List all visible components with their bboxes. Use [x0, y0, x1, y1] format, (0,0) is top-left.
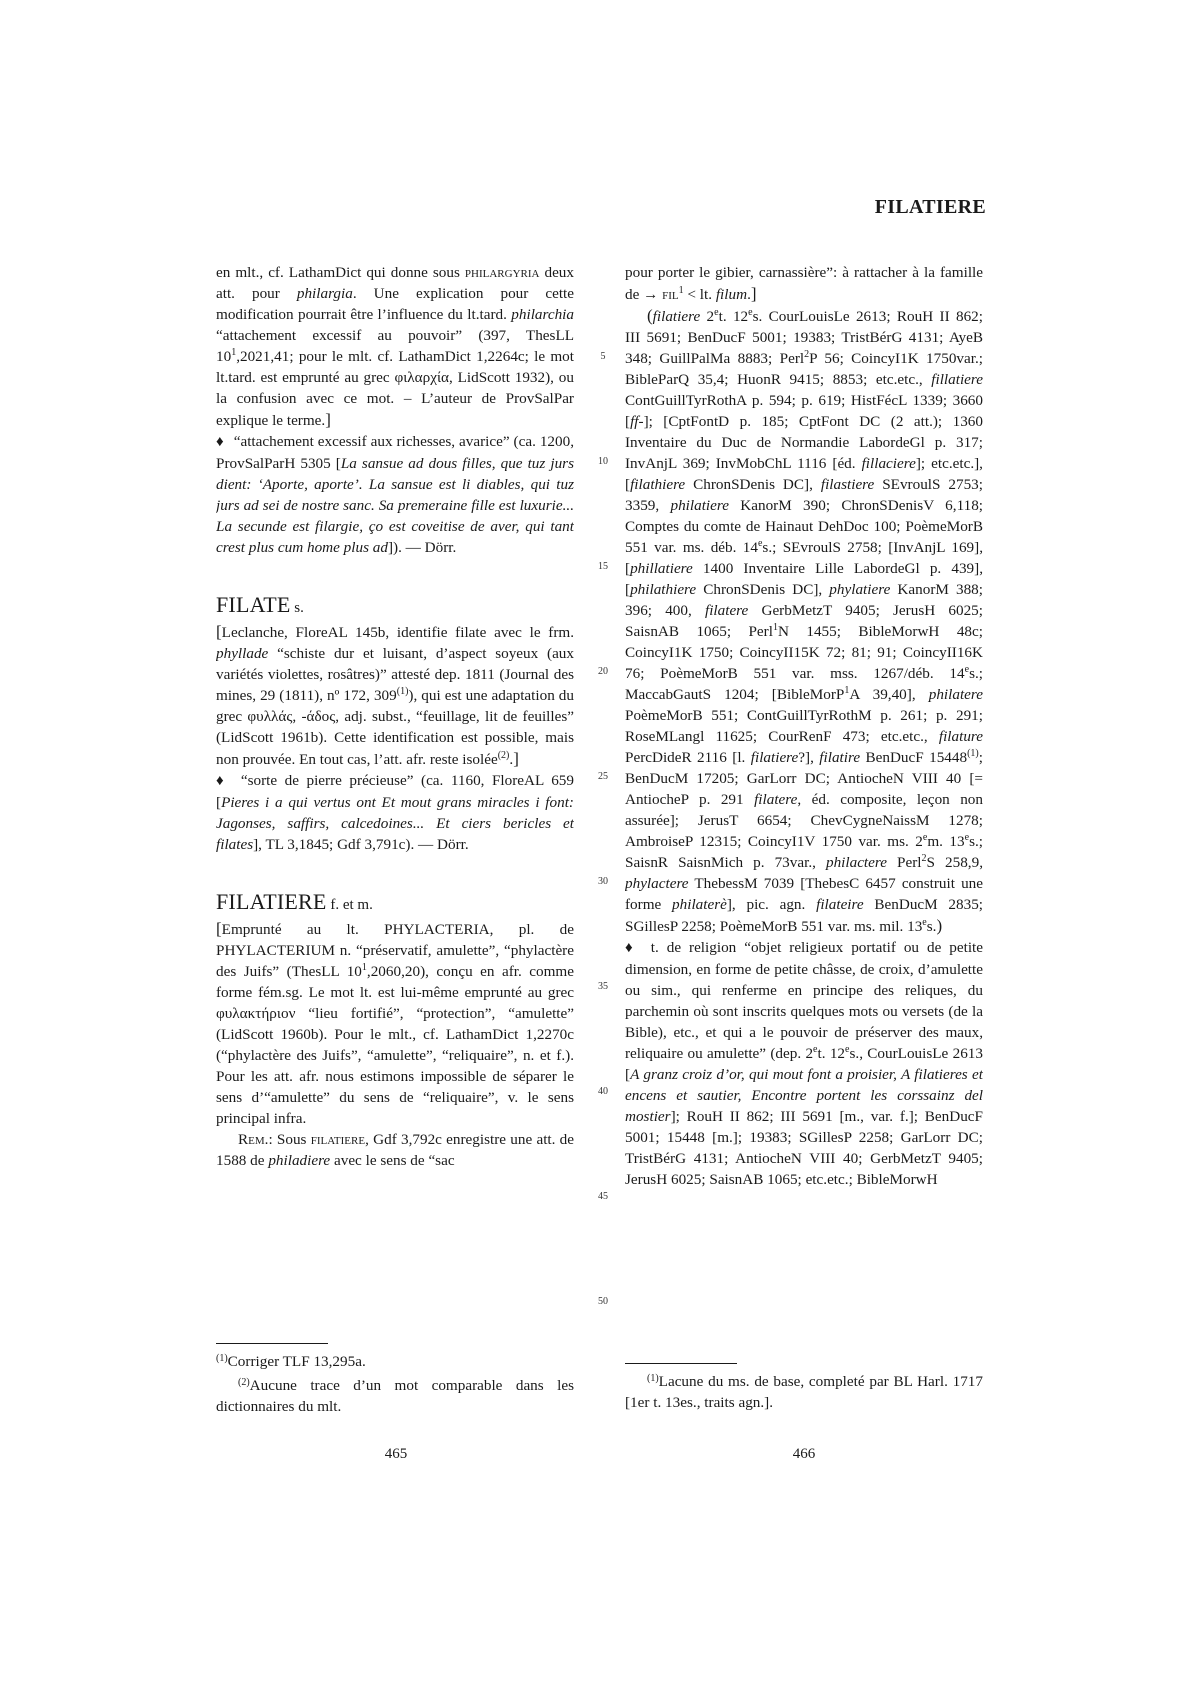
text-run: 1400 Inventaire Lille LabordeGl p. 439], [: [625, 560, 983, 598]
text-run: Emprunté au lt. PHYLACTERIA, pl. de PHYLACTERIUM n. “préservatif, amulette”, “phylactère des Juifs” (ThesLL 10: [216, 921, 574, 980]
superscript: e: [813, 1043, 818, 1055]
text-run: A 39,40],: [849, 686, 929, 703]
footnotes-left: [216, 1343, 574, 1417]
text-run: Leclanche, FloreAL 145b, identifie filate avec le frm.: [221, 624, 574, 641]
italic-run: phylatiere: [829, 581, 891, 598]
text-run: t. 12: [718, 308, 749, 325]
footnote-left-2: [216, 1372, 574, 1417]
rem-filatiere: [216, 1129, 574, 1171]
superscript: 2: [921, 852, 927, 864]
superscript: 2: [804, 348, 810, 360]
italic-run: filathiere: [630, 476, 686, 493]
footnote-text: Aucune trace d’un mot comparable dans les dictionnaires du mlt.: [216, 1377, 574, 1415]
text-run: “sorte de pierre précieuse” (ca. 1160, FloreAL 659 [: [216, 772, 574, 811]
bracket: ]: [325, 410, 331, 429]
text-run: .: [747, 286, 751, 303]
bracket: ]: [750, 284, 757, 303]
text-run: Perl: [886, 854, 922, 871]
text-run: “schiste dur et luisant, d’aspect soyeux (aux variétés violettes, rosâtres)” attesté dep. 1811 (Journal des mines, 29 (1811), nº 172, 309: [216, 645, 574, 704]
italic-run: philathiere: [630, 581, 697, 598]
text-run: “attachement excessif au pouvoir” (397, ThesLL 10: [216, 327, 574, 365]
line-number: 35: [598, 981, 608, 992]
text-run: GerbMetzT 9405; JerusH 6025; SaisnAB 1065; Perl: [625, 602, 983, 640]
footnote-mark: (1): [216, 1353, 228, 1364]
diamond-bullet-icon: ♦: [216, 434, 224, 450]
italic-run: philatiere: [670, 497, 729, 514]
superscript: e: [922, 831, 928, 843]
line-number: 15: [598, 561, 608, 572]
italic-run: phylactere: [625, 875, 689, 892]
footnote-text: Lacune du ms. de base, completé par BL Harl. 1717 [1er t. 13es., traits agn.].: [625, 1373, 983, 1411]
footnote-text: Corriger TLF 13,295a.: [227, 1353, 366, 1370]
smallcaps-run: fil: [662, 286, 679, 303]
diamond-bullet-icon: ♦: [216, 773, 228, 789]
footnote-mark: (1): [647, 1373, 659, 1384]
italic-run: phyllade: [216, 645, 269, 662]
superscript: (1): [396, 685, 409, 697]
text-run: KanorM 388; 396; 400,: [625, 581, 983, 619]
text-run: ], pic. agn.: [726, 896, 817, 913]
text-run: en mlt., cf. LathamDict qui donne sous: [216, 264, 465, 281]
sense-avarice: [216, 431, 574, 558]
diamond-bullet-icon: ♦: [625, 940, 637, 956]
text-run: ChronSDenis DC],: [685, 476, 821, 493]
text-run: pour porter le gibier, carnassière”: à rattacher à la famille de →: [625, 264, 983, 303]
smallcaps-run: philargyria: [464, 264, 540, 281]
text-run: s. CourLouisLe 2613; RouH II 862; III 5691; BenDucF 5001; 19383; TristBérG 4131; AyeB 348; GuillPalMa 8883; Perl: [625, 308, 983, 367]
italic-run: philaterè: [672, 896, 727, 913]
text-run: 2: [700, 308, 715, 325]
italic-run: filastiere: [820, 476, 875, 493]
folio-left: 465: [384, 1446, 408, 1462]
line-number: 20: [598, 666, 608, 677]
folio-right: 466: [792, 1446, 816, 1462]
right-column: [625, 262, 983, 1342]
bracket: [: [216, 622, 222, 641]
line-number: 30: [598, 876, 608, 887]
text-run: s.; SaisnR SaisnMich p. 73var.,: [625, 833, 983, 871]
text-run: SEvroulS 2753; 3359,: [625, 476, 983, 514]
italic-run: philactere: [825, 854, 887, 871]
text-run: s.; MaccabGautS 1204; [BibleMorP: [625, 665, 983, 703]
text-run: ContGuillTyrRothA p. 594; p. 619; HistFécL 1339; 3660 [: [625, 392, 983, 430]
footnotes-right: [625, 1363, 983, 1413]
text-run: deux att. pour: [216, 264, 574, 302]
text-run: m. 13: [927, 833, 965, 850]
left-column: [216, 262, 574, 1342]
text-run: ]; RouH II 862; III 5691 [m., var. f.]; BenDucF 5001; 15448 [m.]; 19383; SGillesP 2258; GarLorr DC; TristBérG 4131; AntiocheN VIII 40; GerbMetzT 9405; JerusH 6025; SaisnAB 1065; etc.etc.; BibleMorwH: [625, 1108, 983, 1188]
gram-filatiere: f. et m.: [326, 897, 373, 913]
intro-paragraph: [216, 262, 574, 431]
sense-avarice-text: [216, 433, 574, 556]
forms-paragraph: [625, 305, 983, 937]
italic-run: fillatiere: [931, 371, 983, 388]
text-run: KanorM 390; ChronSDenisV 6,118; Comptes du comte de Hainaut DehDoc 100; PoèmeMorB 551 var. ms. déb. 14: [625, 497, 983, 556]
headword-filate: FILATE: [216, 592, 291, 617]
smallcaps-run: filatiere: [310, 1131, 366, 1148]
superscript: e: [748, 306, 753, 318]
bracket: ): [936, 916, 943, 935]
entry-head-filate: [216, 594, 574, 619]
text-run: t. 12: [817, 1045, 846, 1062]
gram-filate: s.: [290, 600, 304, 616]
italic-run: filatere: [704, 602, 749, 619]
italic-run: fillaciere: [861, 455, 916, 472]
superscript: e: [922, 916, 927, 928]
italic-run: filateire: [816, 896, 864, 913]
italic-run: philargia: [296, 285, 353, 302]
text-run: ,2060,20), conçu en afr. comme forme fém.sg. Le mot lt. est lui-même emprunté au grec φυλακτήριον “lieu fortifié”, “protection”, “amulette” (LidScott 1960b). Pour le mlt., cf. LathamDict 1,2270c (“phylactère des Juifs”, “amulette”, “reliquaire”, n. et f.). Pour les att. afr. nous estimons impossible de séparer le sens d’“amulette” du sens de “reliquaire”, v. le sens principal infra.: [216, 963, 574, 1127]
text-run: : Sous: [268, 1131, 311, 1148]
italic-run: phillatiere: [630, 560, 693, 577]
text-run: , éd. composite, leçon non assurée]; JerusT 6654; ChevCygneNaissM 1278; AmbroiseP 12315; CoincyI1V 1750 var. ms. 2: [625, 791, 983, 850]
text-run: ]; etc.etc.], [: [625, 455, 983, 493]
line-number: 10: [598, 456, 608, 467]
italic-run: filature: [938, 728, 983, 745]
text-run: s., CourLouisLe 2613 [: [625, 1045, 983, 1083]
text-run: . Une explication pour cette modification pourrait être l’influence du lt.tard.: [216, 285, 574, 323]
superscript: e: [757, 537, 763, 549]
text-run: .: [509, 751, 514, 768]
continuation-paragraph: [625, 262, 983, 305]
italic-run: filum: [715, 286, 748, 303]
text-run: ?],: [798, 749, 820, 766]
text-run: ), qui est une adaptation du grec φυλλάς, -άδος, adj. subst., “feuillage, lit de feuilles” (LidScott 1961b). Cette identification est possible, mais non prouvée. En tout cas, l’att. afr. reste isolée: [216, 687, 574, 768]
italic-run: A granz croiz d’or, qui mout font a proisier, A filatieres et encens et sautier, Encontre portent les corssainz del mostier: [625, 1066, 983, 1125]
text-run: ]). — Dörr.: [387, 539, 457, 556]
footnote-right-1: [625, 1368, 983, 1413]
text-run: S 258,9,: [926, 854, 983, 871]
bracket: [: [216, 919, 222, 938]
superscript: 1: [361, 961, 367, 973]
superscript: 1: [772, 621, 778, 633]
sense-filate-text: [216, 772, 574, 853]
bracket: ]: [513, 749, 519, 768]
superscript: e: [845, 1043, 850, 1055]
sense-religion: [625, 937, 983, 1190]
italic-run: La sansue ad dous filles, que tuz jurs dient: ‘Aporte, aporte’. La sansue est li diables, qui tuz jurs ad sei de nostre sanc. Sa premeraine fille est luxurie... La secunde est filargie, ço est coveitise de aver, qui tant crest plus cum home plus ad: [216, 455, 574, 556]
text-run: avec le sens de “sac: [330, 1152, 455, 1169]
text-run: ; BenDucM 17205; GarLorr DC; AntiocheN VIII 40 [= AntiocheP p. 291: [625, 749, 983, 808]
italic-run: ff-: [630, 413, 644, 430]
text-run: PercDideR 2116 [l.: [625, 749, 751, 766]
running-head: FILATIERE: [874, 196, 986, 218]
text-run: ThebessM 7039 [ThebesC 6457 construit une forme: [625, 875, 983, 913]
text-run: PoèmeMorB 551; ContGuillTyrRothM p. 261; p. 291; RoseMLangl 11625; CourRenF 473; etc.etc.,: [625, 707, 983, 745]
superscript: 1: [844, 684, 850, 696]
text-run: s.; SEvroulS 2758; [InvAnjL 169], [: [625, 539, 983, 577]
footnote-left-1: [216, 1348, 574, 1372]
superscript: e: [964, 831, 970, 843]
text-run: , Gdf 3,792c enregistre une att. de 1588 de: [216, 1131, 574, 1169]
entry-head-filatiere: [216, 891, 574, 916]
line-number: 50: [598, 1296, 608, 1307]
superscript: (1): [967, 747, 979, 759]
text-run: BenDucM 2835; SGillesP 2258; PoèmeMorB 551 var. ms. mil. 13: [625, 896, 983, 935]
italic-run: philadiere: [268, 1152, 331, 1169]
superscript: e: [714, 306, 719, 318]
text-run: t. de religion “objet religieux portatif ou de petite dimension, en forme de petite châsse, de croix, d’amulette ou sim., qui renferme en principe des reliques, du parchemin où sont inscrits quelques mots ou versets (de la Bible), etc., et qui a le pouvoir de préserver des maux, reliquaire ou amulette” (dep. 2: [625, 939, 983, 1062]
italic-run: filatire: [819, 749, 861, 766]
bracket: (: [647, 306, 653, 325]
text-run: P 56; CoincyI1K 1750var.; BibleParQ 35,4; HuonR 9415; 8853; etc.etc.,: [625, 350, 983, 388]
text-run: ,2021,41; pour le mlt. cf. LathamDict 1,2264c; le mot lt.tard. est emprunté au grec φιλαρχία, LidScott 1932), ou la confusion avec ce mot. – L’auteur de ProvSalPar explique le terme.: [216, 348, 574, 429]
text-run: ]; [CptFontD p. 185; CptFont DC (2 att.); 1360 Inventaire du Duc de Normandie LabordeGl p. 317; InvAnjL 369; InvMobChL 1116 [éd.: [625, 413, 983, 472]
footnote-rule: [625, 1363, 737, 1364]
etymology-filate: [216, 621, 574, 770]
line-number: 40: [598, 1086, 608, 1097]
line-number: 45: [598, 1191, 608, 1202]
superscript: (2): [497, 749, 510, 761]
smallcaps-run: Rem.: [238, 1131, 269, 1148]
sense-filate: [216, 770, 574, 855]
line-number: 25: [598, 771, 608, 782]
superscript: e: [964, 663, 970, 675]
footnote-mark: (2): [238, 1377, 250, 1388]
etymology-filatiere: [216, 918, 574, 1129]
text-run: N 1455; BibleMorwH 48c; CoincyI1K 1750; CoincyII15K 72; 81; 91; CoincyII16K 76; PoèmeMorB 551 var. mss. 1267/déb. 14: [625, 623, 983, 682]
text-run: BenDucF 15448: [860, 749, 968, 766]
italic-run: filatiere: [652, 308, 701, 325]
text-run: s.: [926, 918, 937, 935]
italic-run: philatere: [928, 686, 983, 703]
text-run: ChronSDenis DC],: [696, 581, 830, 598]
superscript: 1: [678, 284, 684, 296]
text-run: < lt.: [683, 286, 716, 303]
text-run: “attachement excessif aux richesses, avarice” (ca. 1200, ProvSalParH 5305 [: [216, 433, 574, 472]
italic-run: filatere: [754, 791, 798, 808]
footnote-rule: [216, 1343, 328, 1344]
text-run: ], TL 3,1845; Gdf 3,791c). — Dörr.: [253, 836, 469, 853]
superscript: 1: [231, 346, 237, 358]
italic-run: Pieres i a qui vertus ont Et mout grans miracles i font: Jagonses, saffirs, calcedoines... Et ciers bericles et filates: [216, 794, 574, 853]
headword-filatiere: FILATIERE: [216, 889, 327, 914]
italic-run: filatiere: [750, 749, 799, 766]
line-number: 5: [600, 351, 606, 362]
sense-religion-text: [625, 939, 983, 1188]
italic-run: philarchia: [511, 306, 574, 323]
